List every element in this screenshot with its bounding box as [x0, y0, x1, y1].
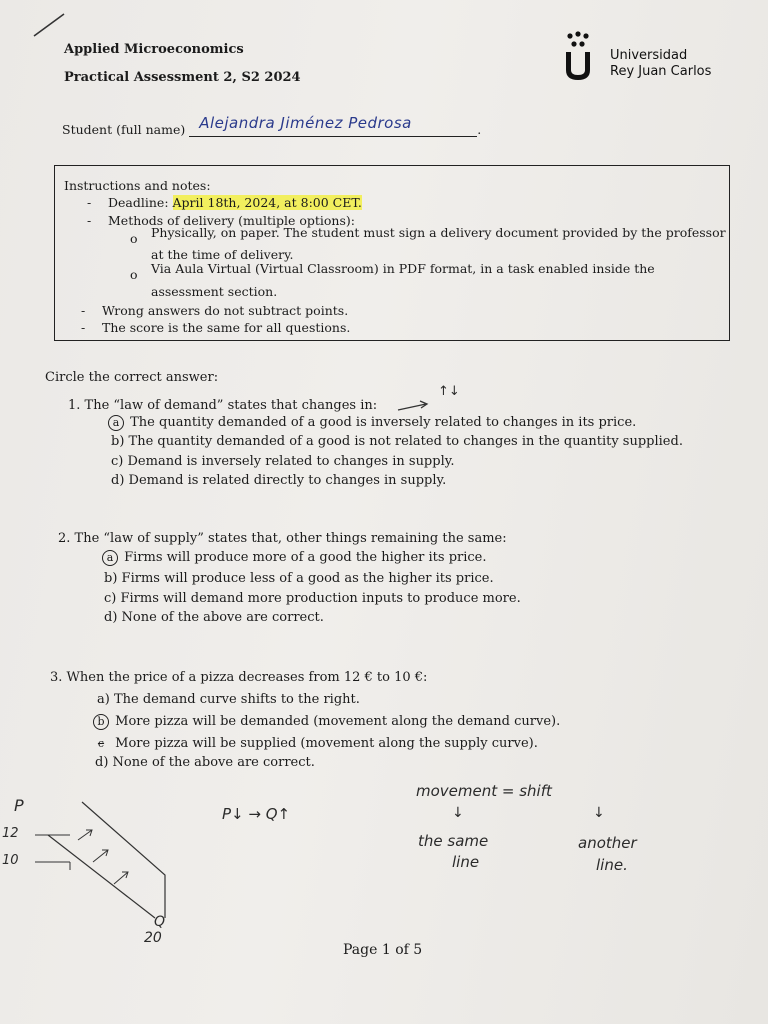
option-text: Firms will produce less of a good as the higher its price.: [121, 571, 494, 586]
option-letter: b): [104, 571, 118, 586]
bullet-dash: -: [87, 195, 92, 210]
q2-option-c[interactable]: [104, 591, 521, 606]
q2-option-b[interactable]: [104, 571, 494, 586]
wrong-answers-line: Wrong answers do not subtract points.: [102, 303, 349, 318]
option-text: The demand curve shifts to the right.: [113, 692, 360, 707]
arrow-right-icon: [396, 398, 432, 414]
option-letter: c): [111, 454, 124, 469]
option-letter: d): [104, 610, 118, 625]
option-letter: b): [111, 434, 125, 449]
question-3: [50, 670, 427, 685]
bullet-dash: -: [87, 213, 92, 228]
graph-20-label: 20: [144, 930, 162, 946]
question-2: [58, 531, 507, 546]
graph-q-label: Q: [154, 914, 166, 930]
q3-option-b[interactable]: [93, 714, 560, 730]
assessment-title: Practical Assessment 2, S2 2024: [64, 70, 301, 85]
bullet-dash: -: [81, 303, 86, 318]
arrow-down-icon: ↓: [452, 805, 464, 821]
option-letter: a): [97, 692, 110, 707]
course-title: Applied Microeconomics: [64, 42, 244, 57]
option-text: None of the above are correct.: [112, 755, 315, 770]
university-logo: [562, 30, 732, 86]
deadline-highlight: April 18th, 2024, at 8:00 CET.: [172, 195, 362, 210]
graph-12-label: 12: [2, 826, 19, 841]
university-name-line1: Universidad: [610, 48, 688, 63]
option-text: More pizza will be demanded (movement along the demand curve).: [115, 714, 561, 729]
sub-bullet: o: [130, 267, 138, 282]
another-note: another: [578, 834, 637, 852]
score-line: The score is the same for all questions.: [102, 320, 351, 335]
instructions-title: Instructions and notes:: [64, 178, 211, 193]
page-number: Page 1 of 5: [343, 942, 423, 958]
option-text: Firms will produce more of a good the higher its price.: [124, 550, 487, 565]
option-letter: d): [111, 473, 125, 488]
q2-option-d[interactable]: [104, 610, 324, 625]
price-quantity-note: P↓ → Q↑: [222, 805, 291, 823]
option-text: Demand is inversely related to changes in supply.: [127, 454, 455, 469]
student-name: Alejandra Jiménez Pedrosa: [199, 114, 412, 132]
student-label: Student (full name): [62, 122, 186, 137]
q3-option-d[interactable]: [95, 755, 315, 770]
graph-10-label: 10: [2, 853, 19, 868]
bullet-dash: -: [81, 320, 86, 335]
sub-bullet: o: [130, 231, 138, 246]
methods-line: Methods of delivery (multiple options):: [108, 213, 355, 228]
physical-line-1: Physically, on paper. The student must sign a delivery document provided by the professor: [151, 225, 726, 240]
circled-answer-icon: b: [93, 714, 109, 730]
circled-answer-icon: a: [102, 550, 118, 566]
question-text: When the price of a pizza decreases from 12 € to 10 €:: [66, 670, 428, 685]
question-number: 2.: [58, 531, 71, 546]
corner-pen-mark: [30, 10, 70, 40]
q1-option-a[interactable]: [108, 415, 636, 431]
q3-option-c[interactable]: [93, 736, 538, 752]
question-number: 3.: [50, 670, 63, 685]
deadline-prefix: Deadline:: [108, 195, 173, 210]
option-text: More pizza will be supplied (movement along the supply curve).: [115, 736, 538, 751]
circled-answer-icon: a: [108, 415, 124, 431]
option-text: None of the above are correct.: [121, 610, 324, 625]
q1-option-c[interactable]: [111, 454, 455, 469]
crossed-answer-icon: c: [97, 737, 105, 750]
deadline-line: [108, 194, 362, 212]
question-number: 1.: [68, 398, 81, 413]
q2-option-a[interactable]: [102, 550, 487, 566]
university-name-line2: Rey Juan Carlos: [610, 64, 712, 79]
instructions-box: [54, 165, 730, 341]
q3-option-a[interactable]: [97, 692, 360, 707]
question-text: The “law of demand” states that changes in:: [84, 398, 378, 413]
graph-p-label: P: [14, 796, 24, 815]
line-note-1: line: [452, 853, 480, 871]
option-text: The quantity demanded of a good is not related to changes in the quantity supplied.: [128, 434, 683, 449]
virtual-line-2: assessment section.: [151, 284, 278, 299]
student-name-line[interactable]: [189, 114, 477, 137]
option-text: The quantity demanded of a good is inversely related to changes in its price.: [130, 415, 637, 430]
same-note: the same: [418, 832, 489, 850]
movement-shift-note: movement = shift: [416, 782, 552, 800]
q1-option-d[interactable]: [111, 473, 446, 488]
physical-line-2: at the time of delivery.: [151, 247, 294, 262]
option-letter: d): [95, 755, 109, 770]
option-letter: c): [104, 591, 117, 606]
q1-annotation: ↑↓: [438, 384, 460, 399]
section-title: Circle the correct answer:: [45, 370, 219, 385]
virtual-line-1: Via Aula Virtual (Virtual Classroom) in PDF format, in a task enabled inside the: [151, 261, 655, 276]
q1-option-b[interactable]: [111, 434, 683, 449]
student-period: .: [477, 122, 482, 137]
arrow-down-icon: ↓: [593, 805, 605, 821]
option-text: Demand is related directly to changes in supply.: [128, 473, 447, 488]
question-1: [68, 398, 377, 413]
question-text: The “law of supply” states that, other things remaining the same:: [74, 531, 507, 546]
student-name-row: [62, 114, 482, 137]
option-text: Firms will demand more production inputs to produce more.: [120, 591, 521, 606]
line-note-2: line.: [596, 856, 628, 874]
university-logo-icon: [562, 30, 602, 86]
